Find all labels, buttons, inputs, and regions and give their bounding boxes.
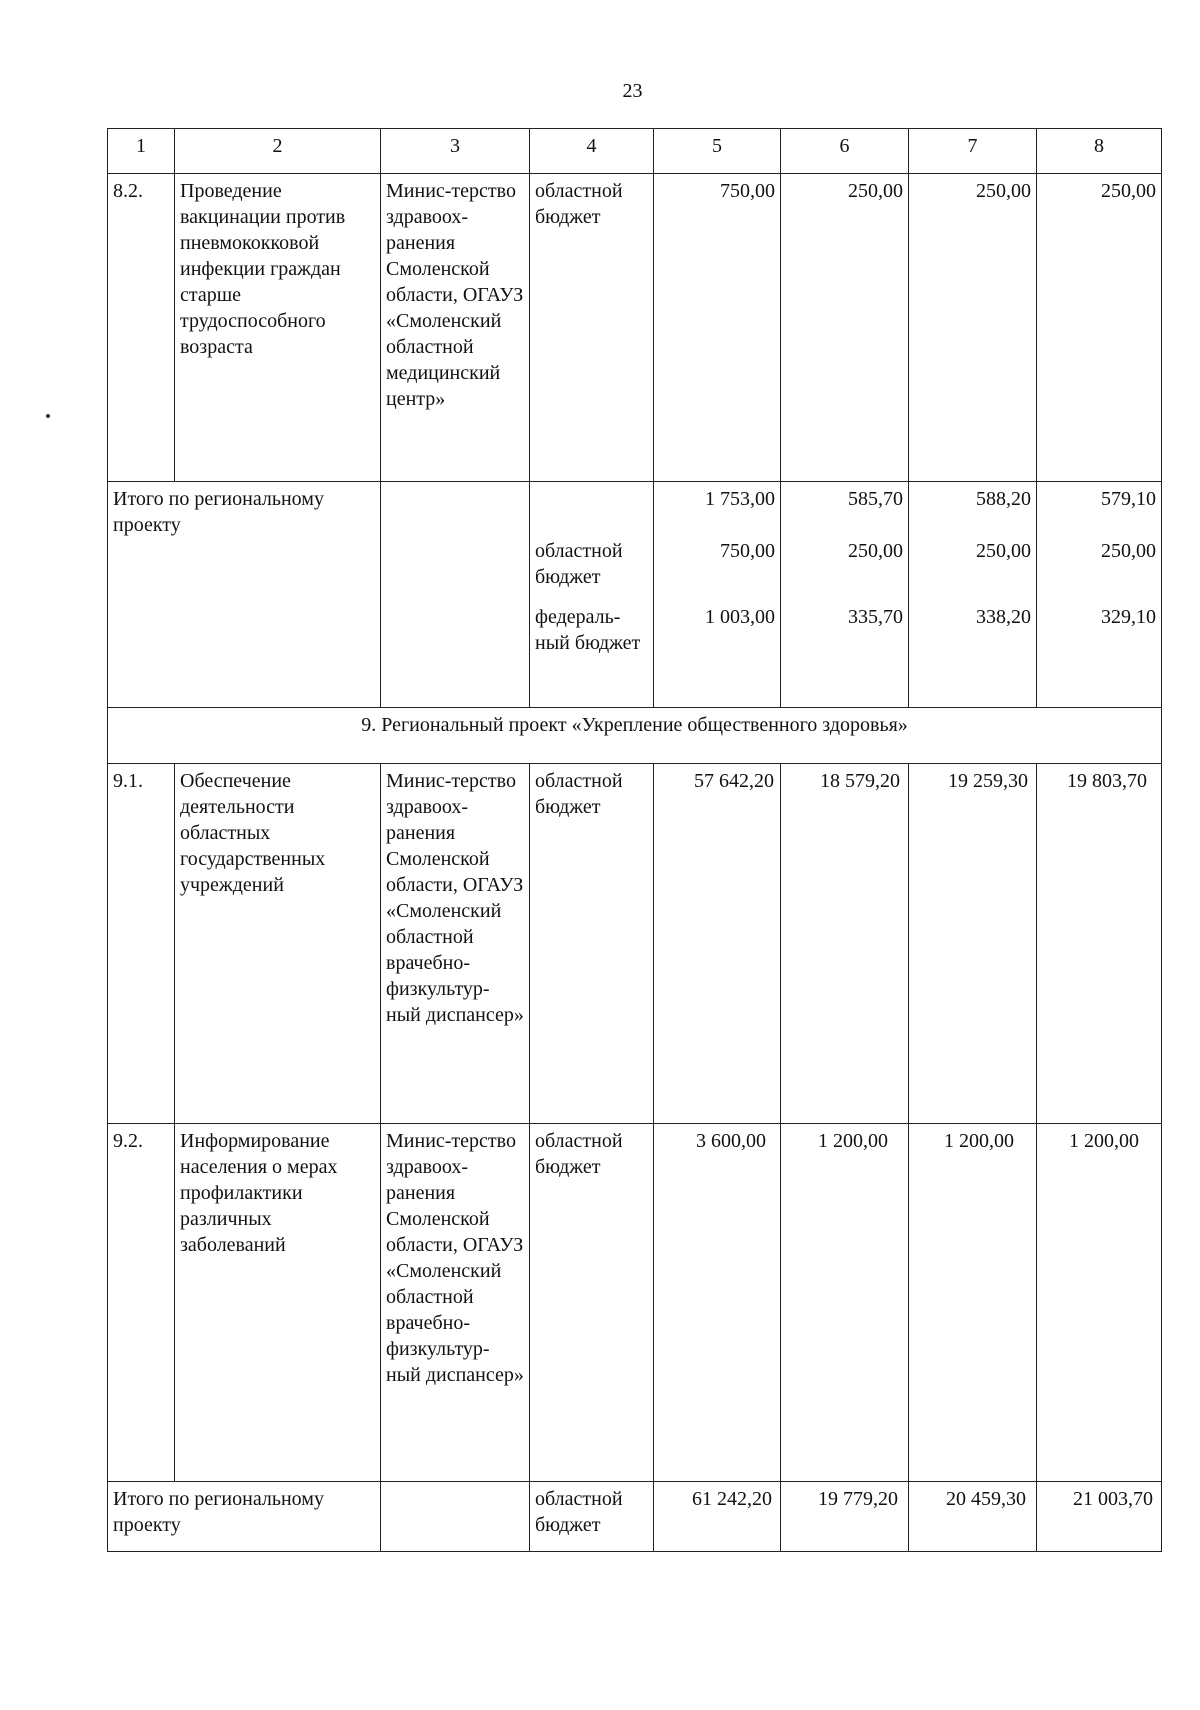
value-total-stack (654, 482, 781, 708)
year2-all: 588,20 (976, 488, 1031, 510)
executor-empty (381, 1482, 530, 1552)
value-year-2: 1 200,00 (909, 1124, 1037, 1482)
row-number: 8.2. (108, 174, 175, 482)
scan-speck (46, 414, 50, 418)
value-year-3-stack (1037, 482, 1162, 708)
value-total: 61 242,20 (654, 1482, 781, 1552)
total-regional: 750,00 (720, 540, 775, 562)
page-number: 23 (622, 80, 643, 102)
year2-regional: 250,00 (976, 540, 1031, 562)
source-federal: федераль-ный бюджет (535, 606, 641, 654)
total-label: Итого по региональному проекту (108, 482, 381, 708)
section-title: 9. Региональный проект «Укрепление общественного здоровья» (108, 708, 1162, 764)
budget-table (107, 128, 1162, 1552)
col-header-7: 7 (909, 129, 1037, 174)
table-row-total-9 (108, 1482, 1162, 1552)
table-row-8-2 (108, 174, 1162, 482)
value-year-2: 20 459,30 (909, 1482, 1037, 1552)
executor: Минис-терство здравоох-ранения Смоленской области, ОГАУЗ «Смоленский областной медицинский центр» (381, 174, 530, 482)
value-year-1-stack (781, 482, 909, 708)
year1-all: 585,70 (848, 488, 903, 510)
total-all: 1 753,00 (705, 488, 775, 510)
measure-name: Проведение вакцинации против пневмококковой инфекции граждан старше трудоспособного возраста (175, 174, 381, 482)
col-header-2: 2 (175, 129, 381, 174)
col-header-5: 5 (654, 129, 781, 174)
total-federal: 1 003,00 (705, 606, 775, 628)
funding-source-stack (530, 482, 654, 708)
value-year-1: 19 779,20 (781, 1482, 909, 1552)
table-row-total-8 (108, 482, 1162, 708)
value-year-2-stack (909, 482, 1037, 708)
measure-name: Обеспечение деятельности областных государственных учреждений (175, 764, 381, 1124)
row-number: 9.2. (108, 1124, 175, 1482)
year1-federal: 335,70 (848, 606, 903, 628)
executor-empty (381, 482, 530, 708)
executor: Минис-терство здравоох-ранения Смоленской области, ОГАУЗ «Смоленский областной врачебно-физкультур-ный диспансер» (381, 1124, 530, 1482)
value-year-2: 19 259,30 (909, 764, 1037, 1124)
funding-source: областной бюджет (530, 1482, 654, 1552)
section-row-9 (108, 708, 1162, 764)
year3-regional: 250,00 (1101, 540, 1156, 562)
col-header-1: 1 (108, 129, 175, 174)
value-year-3: 1 200,00 (1037, 1124, 1162, 1482)
table-row-9-2 (108, 1124, 1162, 1482)
funding-source: областной бюджет (530, 764, 654, 1124)
value-year-2: 250,00 (909, 174, 1037, 482)
col-header-6: 6 (781, 129, 909, 174)
funding-source: областной бюджет (530, 174, 654, 482)
value-year-3: 19 803,70 (1037, 764, 1162, 1124)
measure-name: Информирование населения о мерах профилактики различных заболеваний (175, 1124, 381, 1482)
funding-source: областной бюджет (530, 1124, 654, 1482)
total-label: Итого по региональному проекту (108, 1482, 381, 1552)
column-number-row (108, 129, 1162, 174)
col-header-8: 8 (1037, 129, 1162, 174)
value-year-1: 18 579,20 (781, 764, 909, 1124)
value-year-3: 21 003,70 (1037, 1482, 1162, 1552)
row-number: 9.1. (108, 764, 175, 1124)
col-header-3: 3 (381, 129, 530, 174)
value-total: 3 600,00 (654, 1124, 781, 1482)
col-header-4: 4 (530, 129, 654, 174)
value-year-1: 1 200,00 (781, 1124, 909, 1482)
year3-all: 579,10 (1101, 488, 1156, 510)
executor: Минис-терство здравоох-ранения Смоленской области, ОГАУЗ «Смоленский областной врачебно-физкультур-ный диспансер» (381, 764, 530, 1124)
year3-federal: 329,10 (1101, 606, 1156, 628)
year2-federal: 338,20 (976, 606, 1031, 628)
value-total: 57 642,20 (654, 764, 781, 1124)
value-total: 750,00 (654, 174, 781, 482)
source-regional: областной бюджет (535, 540, 623, 588)
value-year-1: 250,00 (781, 174, 909, 482)
year1-regional: 250,00 (848, 540, 903, 562)
table-row-9-1 (108, 764, 1162, 1124)
value-year-3: 250,00 (1037, 174, 1162, 482)
